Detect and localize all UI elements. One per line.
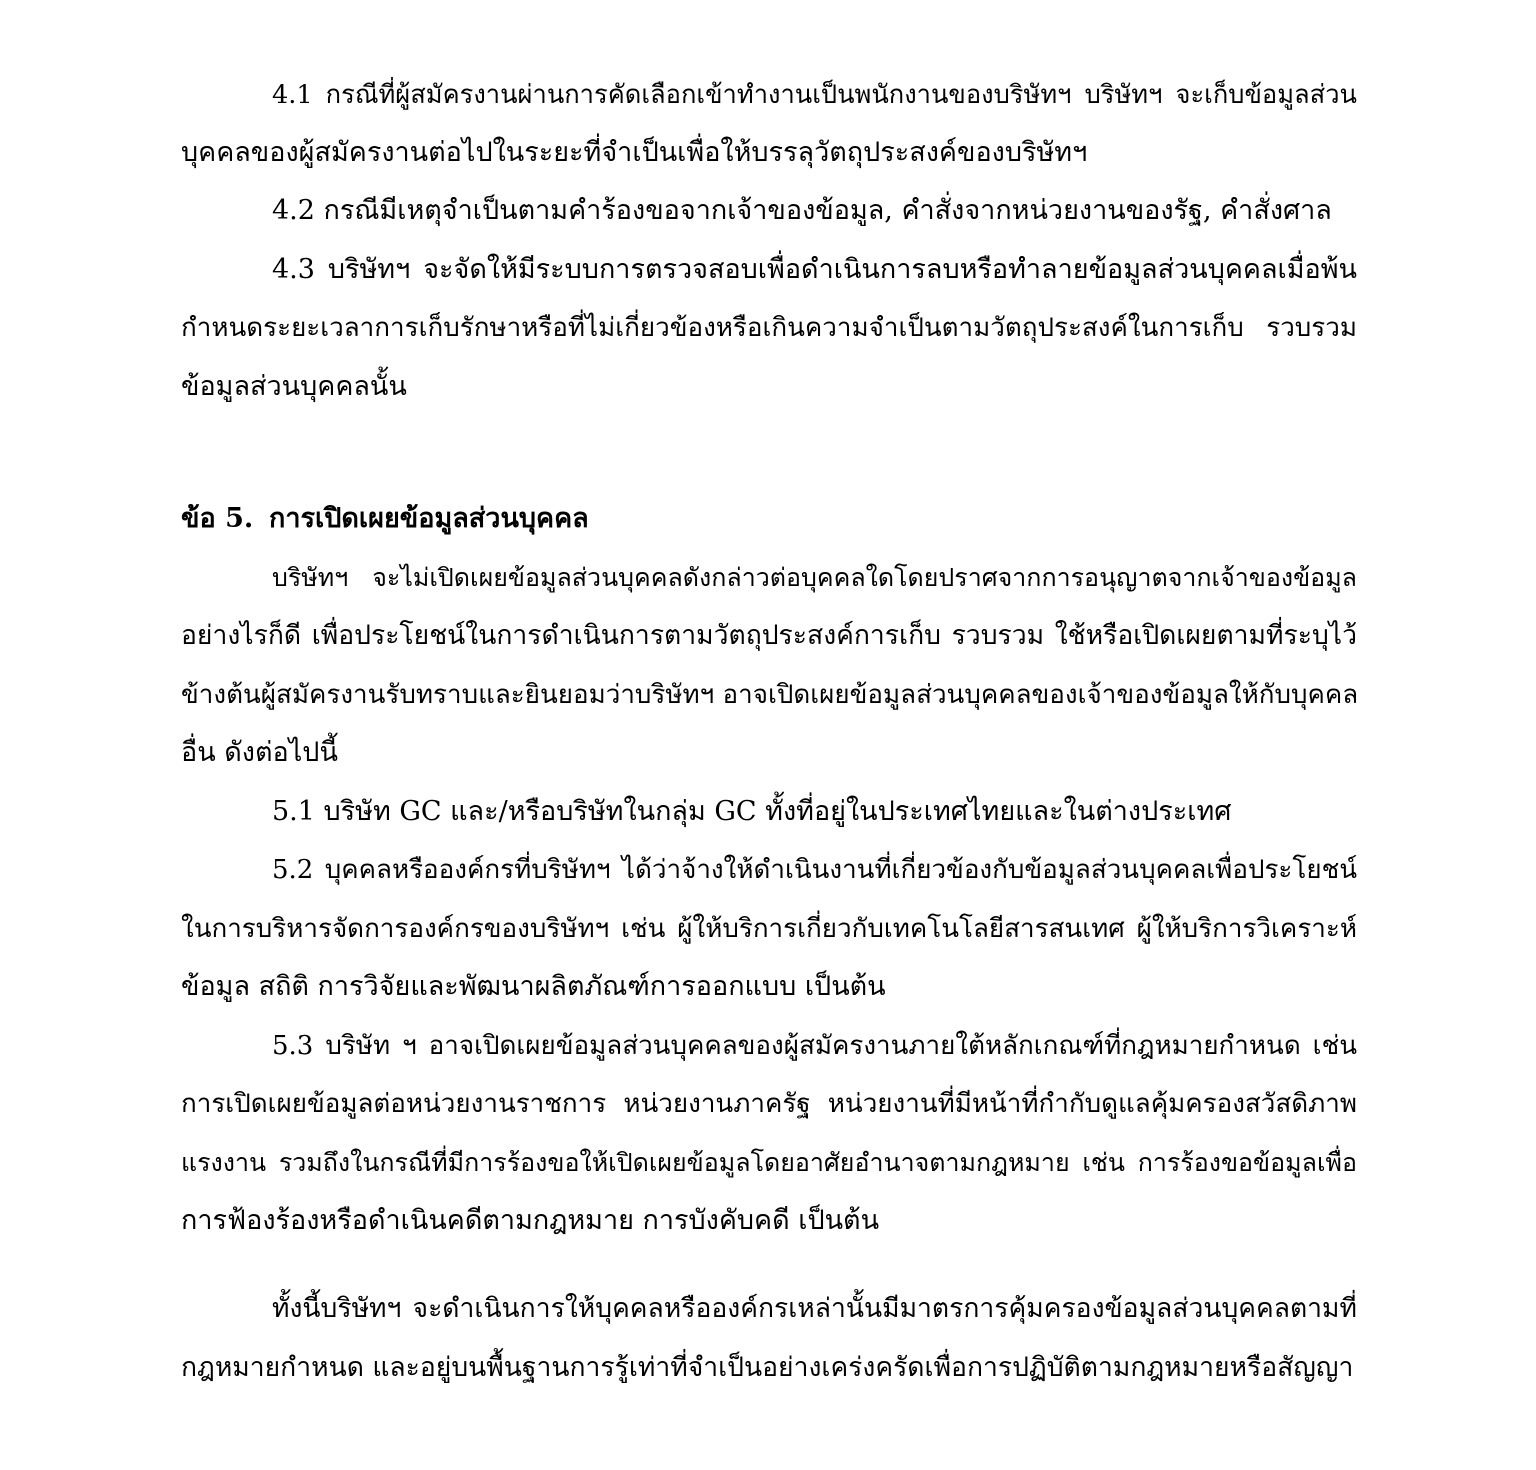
paragraph-5-2-line-2: ในการบริหารจัดการองค์กรของบริษัทฯ เช่น ผู้ให้บริการเกี่ยวกับเทคโนโลยีสารสนเทศ ผู้ให้บริการวิเคราะห์: [181, 914, 1357, 944]
paragraph-4-1-line-1: 4.1 กรณีที่ผู้สมัครงานผ่านการคัดเลือกเข้าทำงานเป็นพนักงานของบริษัทฯ บริษัทฯ จะเก็บข้อมูลส่วน: [272, 80, 1357, 110]
paragraph-5-1-line-1: 5.1 บริษัท GC และ/หรือบริษัทในกลุ่ม GC ทั้งที่อยู่ในประเทศไทยและในต่างประเทศ: [272, 796, 1232, 827]
section-heading-5: [181, 500, 589, 538]
paragraph-4-3-line-2: กำหนดระยะเวลาการเก็บรักษาหรือที่ไม่เกี่ยวข้องหรือเกินความจำเป็นตามวัตถุประสงค์ในการเก็บ รวบรวม: [181, 313, 1357, 343]
paragraph-5-3-line-1: 5.3 บริษัท ฯ อาจเปิดเผยข้อมูลส่วนบุคคลของผู้สมัครงานภายใต้หลักเกณฑ์ที่กฎหมายกำหนด เช่น: [272, 1031, 1357, 1061]
paragraph-5-intro-line-2: อย่างไรก็ดี เพื่อประโยชน์ในการดำเนินการตามวัตถุประสงค์การเก็บ รวบรวม ใช้หรือเปิดเผยตามที่ระบุไว้: [181, 620, 1357, 651]
section-number: ข้อ 5.: [181, 503, 254, 534]
paragraph-closing-line-1: ทั้งนี้บริษัทฯ จะดำเนินการให้บุคคลหรือองค์กรเหล่านั้นมีมาตรการคุ้มครองข้อมูลส่วนบุคคลตามที่: [272, 1293, 1357, 1324]
section-title: การเปิดเผยข้อมูลส่วนบุคคล: [269, 503, 589, 534]
paragraph-5-intro-line-1: บริษัทฯ จะไม่เปิดเผยข้อมูลส่วนบุคคลดังกล่าวต่อบุคคลใดโดยปราศจากการอนุญาตจากเจ้าของข้อมูล: [272, 563, 1357, 592]
paragraph-5-intro-line-3: ข้างต้นผู้สมัครงานรับทราบและยินยอมว่าบริษัทฯ อาจเปิดเผยข้อมูลส่วนบุคคลของเจ้าของข้อมูลให้กับบุคคล: [181, 680, 1359, 710]
paragraph-5-2-line-3: ข้อมูล สถิติ การวิจัยและพัฒนาผลิตภัณฑ์การออกแบบ เป็นต้น: [181, 971, 886, 1002]
paragraph-4-3-line-1: 4.3 บริษัทฯ จะจัดให้มีระบบการตรวจสอบเพื่อดำเนินการลบหรือทำลายข้อมูลส่วนบุคคลเมื่อพ้น: [272, 254, 1357, 285]
paragraph-4-1-line-2: บุคคลของผู้สมัครงานต่อไปในระยะที่จำเป็นเพื่อให้บรรลุวัตถุประสงค์ของบริษัทฯ: [181, 137, 1088, 168]
paragraph-closing-line-2: กฎหมายกำหนด และอยู่บนพื้นฐานการรู้เท่าที่จำเป็นอย่างเคร่งครัดเพื่อการปฏิบัติตามกฎหมายหรือสัญญา: [181, 1352, 1354, 1383]
paragraph-5-3-line-2: การเปิดเผยข้อมูลต่อหน่วยงานราชการ หน่วยงานภาครัฐ หน่วยงานที่มีหน้าที่กำกับดูแลคุ้มครองสวัสดิภาพ: [181, 1089, 1357, 1119]
paragraph-5-2-line-1: 5.2 บุคคลหรือองค์กรที่บริษัทฯ ได้ว่าจ้างให้ดำเนินงานที่เกี่ยวข้องกับข้อมูลส่วนบุคคลเพื่อประโยชน์: [272, 855, 1357, 885]
paragraph-5-intro-line-4: อื่น ดังต่อไปนี้: [181, 737, 338, 768]
paragraph-4-3-line-3: ข้อมูลส่วนบุคคลนั้น: [181, 371, 407, 402]
paragraph-5-3-line-4: การฟ้องร้องหรือดำเนินคดีตามกฎหมาย การบังคับคดี เป็นต้น: [181, 1205, 880, 1236]
paragraph-5-3-line-3: แรงงาน รวมถึงในกรณีที่มีการร้องขอให้เปิดเผยข้อมูลโดยอาศัยอำนาจตามกฎหมาย เช่น การร้องขอข้อมูลเพื่อ: [181, 1148, 1357, 1177]
paragraph-4-2-line-1: 4.2 กรณีมีเหตุจำเป็นตามคำร้องขอจากเจ้าของข้อมูล, คำสั่งจากหน่วยงานของรัฐ, คำสั่งศาล: [272, 195, 1332, 226]
